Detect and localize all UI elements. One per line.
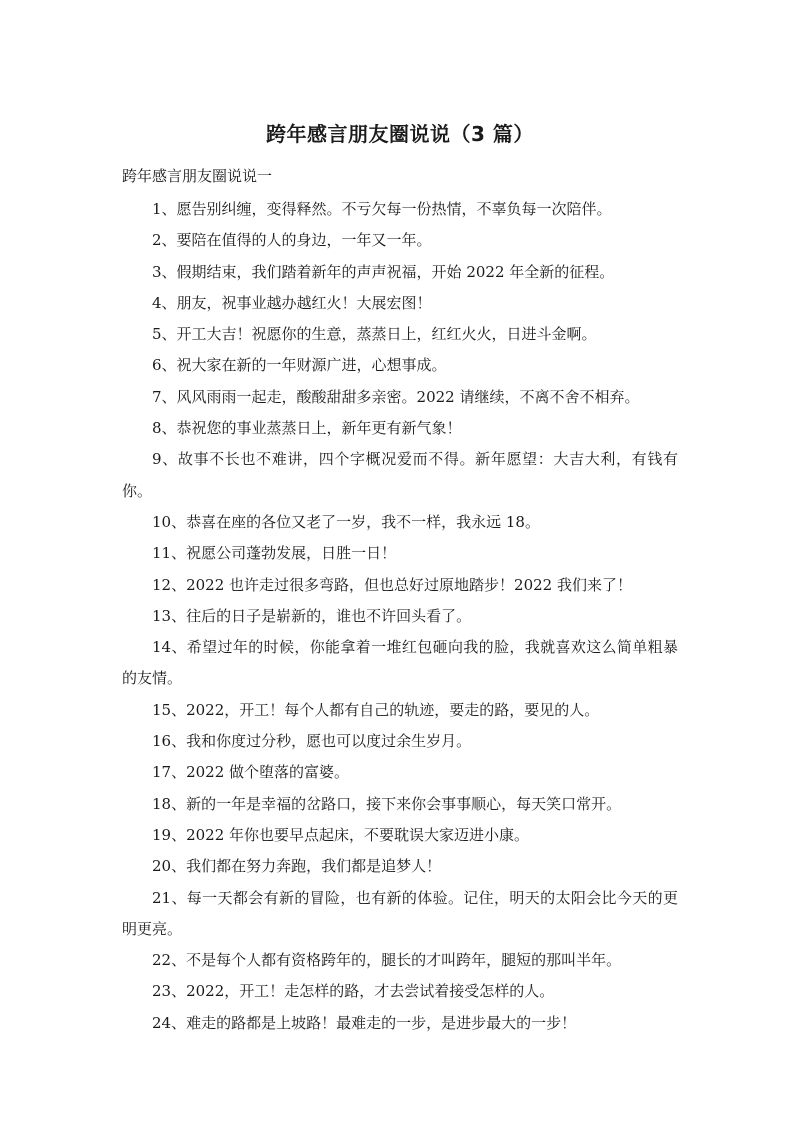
- list-item: 15、2022，开工！每个人都有自己的轨迹，要走的路，要见的人。: [152, 700, 600, 719]
- list-item: 12、2022 也许走过很多弯路，但也总好过原地踏步！2022 我们来了！: [152, 575, 632, 594]
- list-item: 3、假期结束，我们踏着新年的声声祝福，开始 2022 年全新的征程。: [152, 262, 615, 281]
- list-item: 17、2022 做个堕落的富婆。: [152, 763, 350, 782]
- list-item: 6、祝大家在新的一年财源广进，心想事成。: [152, 356, 447, 375]
- list-item: 4、朋友，祝事业越办越红火！大展宏图！: [152, 293, 432, 312]
- list-item: 14、希望过年的时候，你能拿着一堆红包砸向我的脸，我就喜欢这么简单粗暴的友情。: [122, 638, 678, 688]
- list-item: 21、每一天都会有新的冒险，也有新的体验。记住，明天的太阳会比今天的更明更亮。: [122, 888, 678, 938]
- list-item: 11、祝愿公司蓬勃发展，日胜一日！: [152, 544, 397, 563]
- list-item: 10、恭喜在座的各位又老了一岁，我不一样，我永远 18。: [152, 512, 540, 531]
- list-item: 1、愿告别纠缠，变得释然。不亏欠每一份热情，不辜负每一次陪伴。: [152, 200, 612, 218]
- item-list: [122, 194, 678, 1039]
- list-item: 7、风风雨雨一起走，酸酸甜甜多亲密。2022 请继续，不离不舍不相弃。: [152, 387, 640, 406]
- list-item: 8、恭祝您的事业蒸蒸日上，新年更有新气象！: [152, 419, 462, 438]
- list-item: 22、不是每个人都有资格跨年的，腿长的才叫跨年，腿短的那叫半年。: [152, 951, 622, 970]
- list-item: 18、新的一年是幸福的岔路口，接下来你会事事顺心，每天笑口常开。: [152, 794, 622, 813]
- list-item: 19、2022 年你也要早点起床，不要耽误大家迈进小康。: [152, 825, 530, 844]
- list-item: 2、要陪在值得的人的身边，一年又一年。: [152, 231, 432, 250]
- list-item: 20、我们都在努力奔跑，我们都是追梦人！: [152, 857, 442, 876]
- list-item: 16、我和你度过分秒，愿也可以度过余生岁月。: [152, 732, 472, 751]
- section-heading: 跨年感言朋友圈说说一: [122, 167, 273, 185]
- list-item: 9、故事不长也不难讲，四个字概况爱而不得。新年愿望：大吉大利，有钱有你。: [122, 450, 678, 500]
- document-title: 跨年感言朋友圈说说（3 篇）: [266, 122, 534, 146]
- list-item: 24、难走的路都是上坡路！最难走的一步，是进步最大的一步！: [152, 1013, 577, 1032]
- list-item: 23、2022，开工！走怎样的路，才去尝试着接受怎样的人。: [152, 982, 555, 1001]
- list-item: 5、开工大吉！祝愿你的生意，蒸蒸日上，红红火火，日进斗金啊。: [152, 325, 597, 344]
- list-item: 13、往后的日子是崭新的，谁也不许回头看了。: [152, 606, 472, 625]
